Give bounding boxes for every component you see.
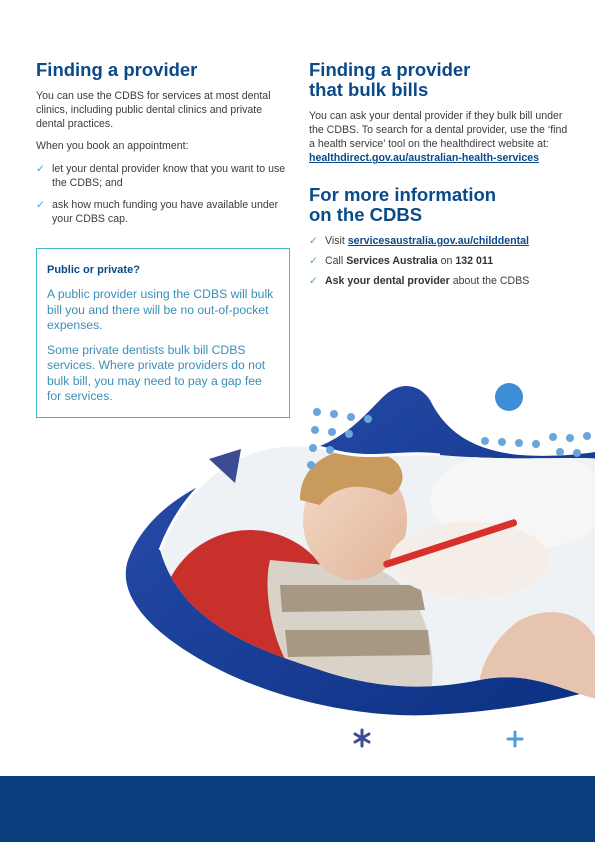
plus-icon — [508, 732, 522, 746]
healthdirect-link[interactable]: healthdirect.gov.au/australian-health-services — [309, 152, 539, 164]
more-info-heading: For more information on the CDBS — [309, 184, 497, 225]
light-blue-circle — [495, 383, 523, 411]
booking-text: When you book an appointment: — [36, 140, 189, 152]
footer-band — [0, 776, 595, 842]
list-item: ✓ ask how much funding you have available under your CDBS cap. — [36, 199, 279, 225]
phone-number: 132 011 — [455, 255, 494, 267]
intro-text: You can use the CDBS for services at most dental clinics, including public dental clinics and private dental practices. — [36, 90, 271, 130]
box-title: Public or private? — [47, 264, 140, 276]
check-icon: ✓ — [36, 199, 45, 211]
check-icon: ✓ — [309, 255, 318, 267]
finding-provider-heading: Finding a provider — [36, 59, 198, 80]
check-icon: ✓ — [309, 235, 318, 247]
right-column — [309, 60, 569, 288]
bulk-bill-text: You can ask your dental provider if they bulk bill under the CDBS. To search for a dental provider, use the ‘find a health service’ tool on the healthdirect website at: healthdirect.gov.au/australian-health-services — [309, 110, 568, 164]
check-icon: ✓ — [36, 163, 45, 175]
left-column — [36, 60, 288, 226]
check-icon: ✓ — [309, 275, 318, 287]
list-item: ✓ Ask your dental provider about the CDBS — [309, 275, 530, 287]
booking-checklist — [36, 162, 288, 226]
box-paragraph-2: Some private dentists bulk bill CDBS services. Where private providers do not bulk bill, you may need to pay a gap fee for services. — [47, 342, 266, 403]
public-private-box — [36, 248, 290, 418]
list-item: ✓ let your dental provider know that you want to use the CDBS; and — [36, 163, 286, 189]
asterisk-icon — [355, 730, 369, 746]
list-item: ✓ Call Services Australia on 132 011 — [309, 255, 494, 267]
services-australia-link[interactable]: servicesaustralia.gov.au/childdental — [347, 235, 529, 247]
info-checklist — [309, 234, 569, 288]
list-item: ✓ Visit servicesaustralia.gov.au/childdental — [309, 235, 529, 247]
box-paragraph-1: A public provider using the CDBS will bulk bill you and there will be no out-of-pocket expenses. — [47, 287, 274, 332]
bulk-bills-heading: Finding a provider that bulk bills — [309, 59, 471, 100]
